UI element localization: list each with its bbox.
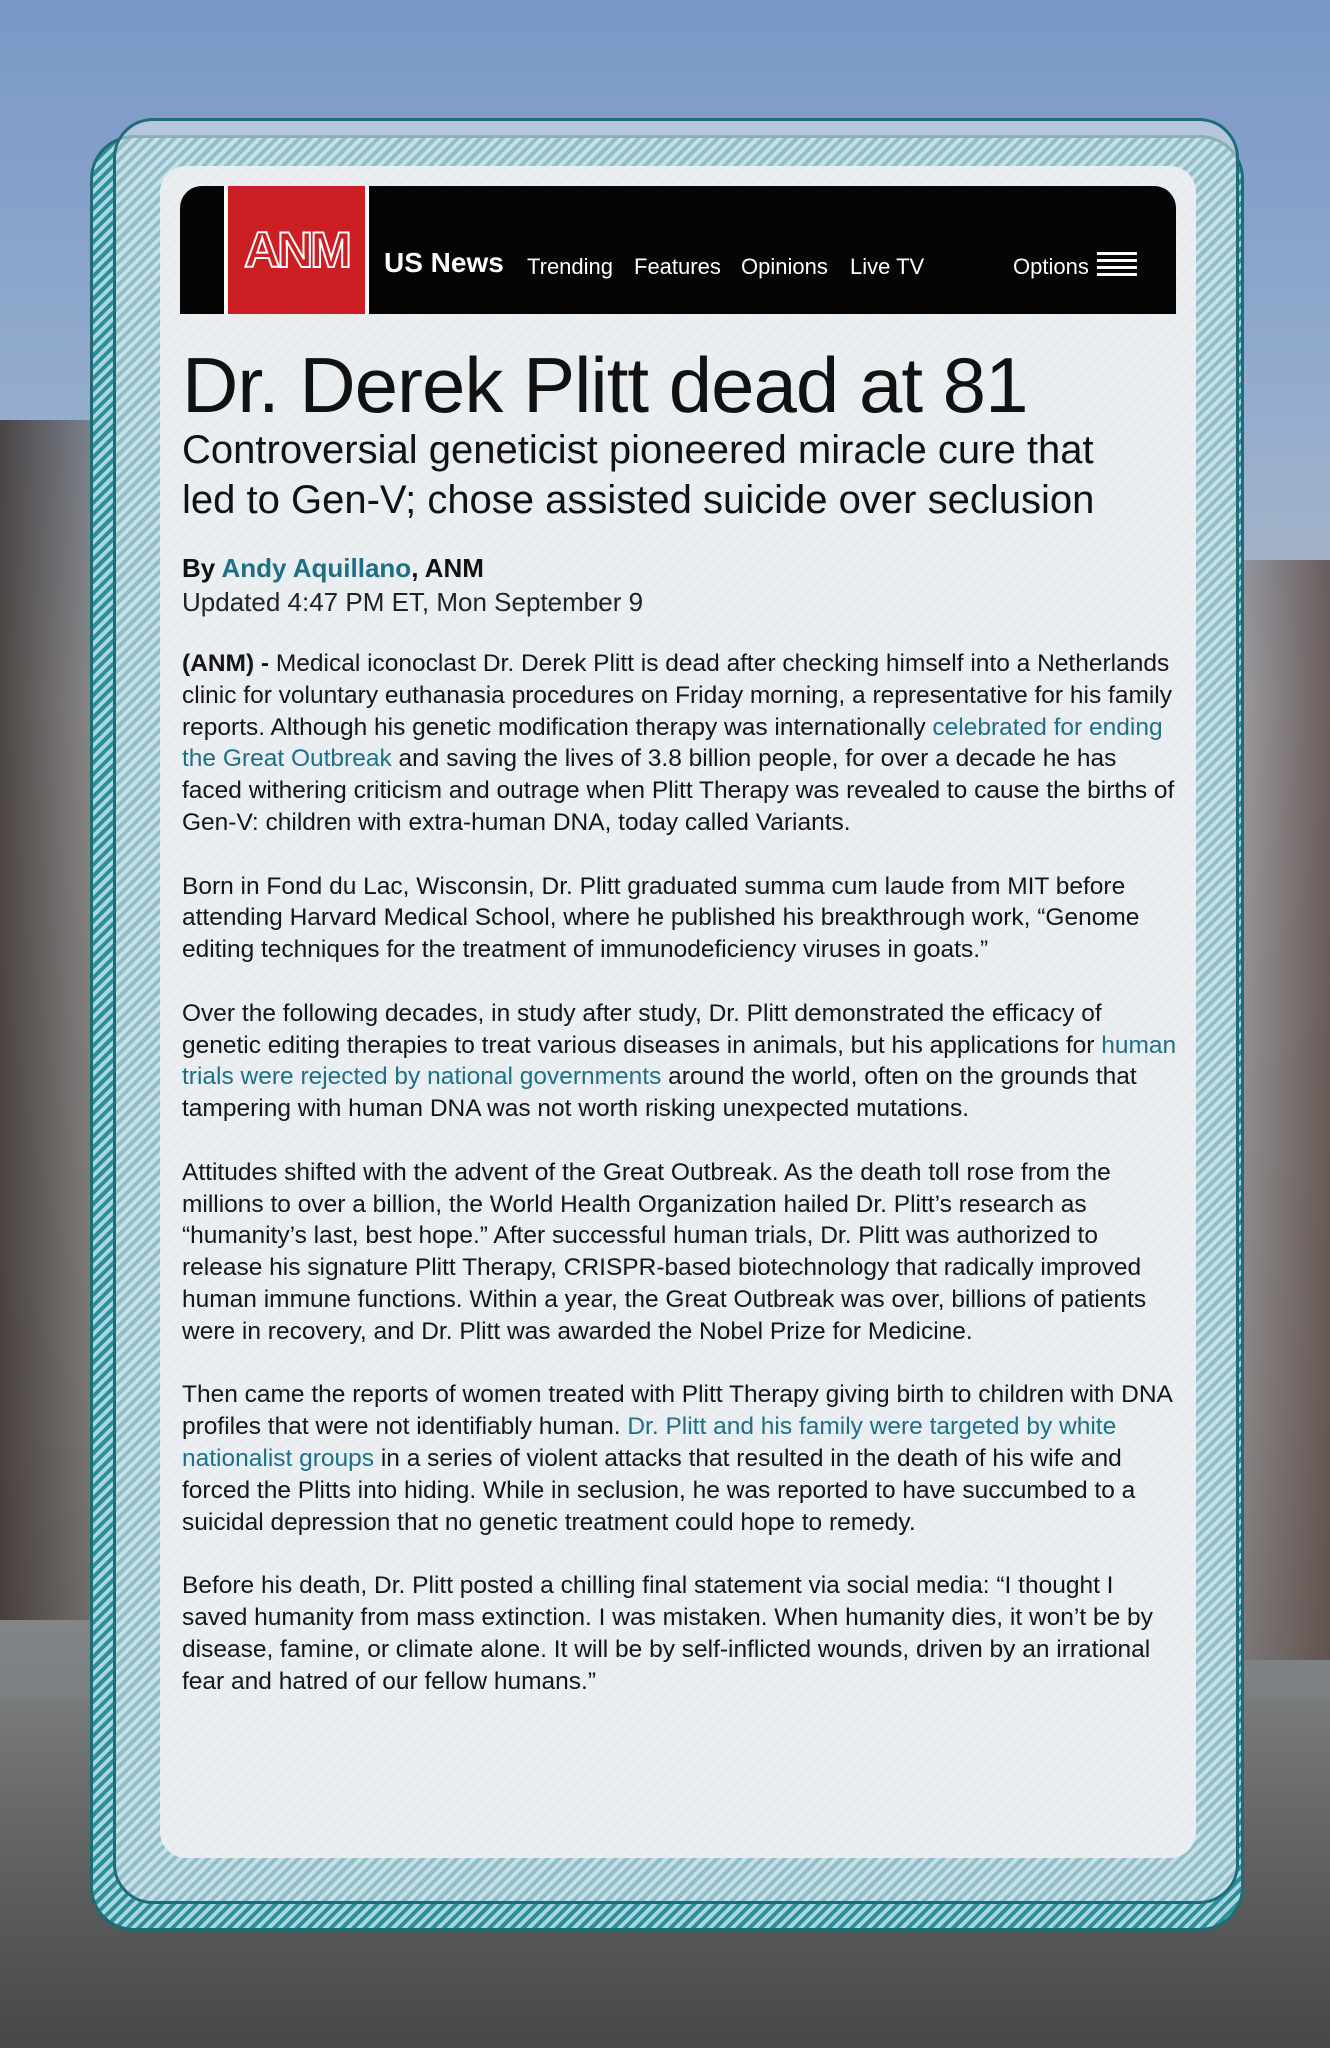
paragraph-5 (182, 1379, 1182, 1538)
nav-link-opinions[interactable]: Opinions (741, 254, 828, 279)
paragraph-1-text-b: and saving the lives of 3.8 billion people, for over a decade he has faced withering criticism and outrage when Plitt Therapy was revealed to cause the births of Gen-V: children with extra-human DNA, today called Variants. (182, 745, 1175, 836)
dateline: (ANM) - (182, 650, 270, 677)
paragraph-6: Before his death, Dr. Plitt posted a chilling final statement via social media: “I thought I saved humanity from mass extinction. I was mistaken. When humanity dies, it won’t be by disease, famine, or climate alone. It will be by self-inflicted wounds, driven by an irrational fear and hatred of our fellow humans.” (182, 1572, 1153, 1695)
site-logo[interactable]: ANM (224, 186, 369, 314)
link-targeted-attacks[interactable]: Dr. Plitt and his family were targeted by white nationalist groups (182, 1413, 1117, 1472)
subheadline-line-1: Controversial geneticist pioneered miracle cure that (182, 428, 1094, 472)
subheadline-line-2: led to Gen-V; chose assisted suicide over seclusion (182, 478, 1095, 522)
paragraph-1 (182, 648, 1182, 839)
author-link[interactable]: Andy Aquillano (221, 553, 412, 583)
link-human-trials[interactable]: human trials were rejected by national governments (182, 1031, 1177, 1091)
hamburger-menu-icon[interactable] (1097, 252, 1137, 276)
paragraph-3-text-a: Over the following decades, in study after study, Dr. Plitt demonstrated the efficacy of genetic editing therapies to treat various diseases in animals, but his applications for (182, 999, 1102, 1059)
paragraph-2: Born in Fond du Lac, Wisconsin, Dr. Plitt graduated summa cum laude from MIT before attending Harvard Medical School, where he published his breakthrough work, “Genome editing techniques for the treatment of immunodeficiency viruses in goats.” (182, 872, 1140, 964)
link-great-outbreak[interactable]: celebrated for ending the Great Outbreak (182, 713, 1163, 773)
nav-link-features[interactable]: Features (634, 254, 721, 279)
article-headline: Dr. Derek Plitt dead at 81 (182, 341, 1028, 429)
nav-link-live-tv[interactable]: Live TV (850, 254, 925, 279)
paragraph-4: Attitudes shifted with the advent of the Great Outbreak. As the death toll rose from the millions to over a billion, the World Health Organization hailed Dr. Plitt’s research as “humanity’s last, best hope.” After successful human trials, Dr. Plitt was authorized to release his signature Plitt Therapy, CRISPR-based biotechnology that radically improved human immune functions. Within a year, the Great Outbreak was over, billions of patients were in recovery, and Dr. Plitt was awarded the Nobel Prize for Medicine. (182, 1158, 1147, 1345)
byline-prefix: By (182, 553, 222, 583)
updated-timestamp: Updated 4:47 PM ET, Mon September 9 (182, 587, 644, 617)
options-label[interactable]: Options (1013, 254, 1089, 279)
nav-link-trending[interactable]: Trending (527, 254, 614, 279)
paragraph-3 (182, 998, 1182, 1125)
paragraph-5-text-b: in a series of violent attacks that resulted in the death of his wife and forced the Plitts into hiding. While in seclusion, he was reported to have succumbed to a suicidal depression that no genetic treatment could hope to remedy. (182, 1444, 1136, 1536)
byline-suffix: , ANM (411, 553, 484, 583)
paragraph-5-text-a: Then came the reports of women treated with Plitt Therapy giving birth to children with DNA profiles that were not identifiably human. (182, 1381, 1172, 1441)
paragraph-3-text-b: around the world, often on the grounds that tampering with human DNA was not worth risking unexpected mutations. (182, 1063, 1137, 1123)
article-body (182, 648, 1182, 1729)
nav-section-us-news[interactable]: US News (384, 247, 504, 278)
article-subheadline (182, 425, 1182, 525)
byline (182, 553, 484, 584)
paragraph-1-text-a: Medical iconoclast Dr. Derek Plitt is dead after checking himself into a Netherlands clinic for voluntary euthanasia procedures on Friday morning, a representative for his family reports. Although his genetic modification therapy was internationally (182, 650, 1173, 741)
